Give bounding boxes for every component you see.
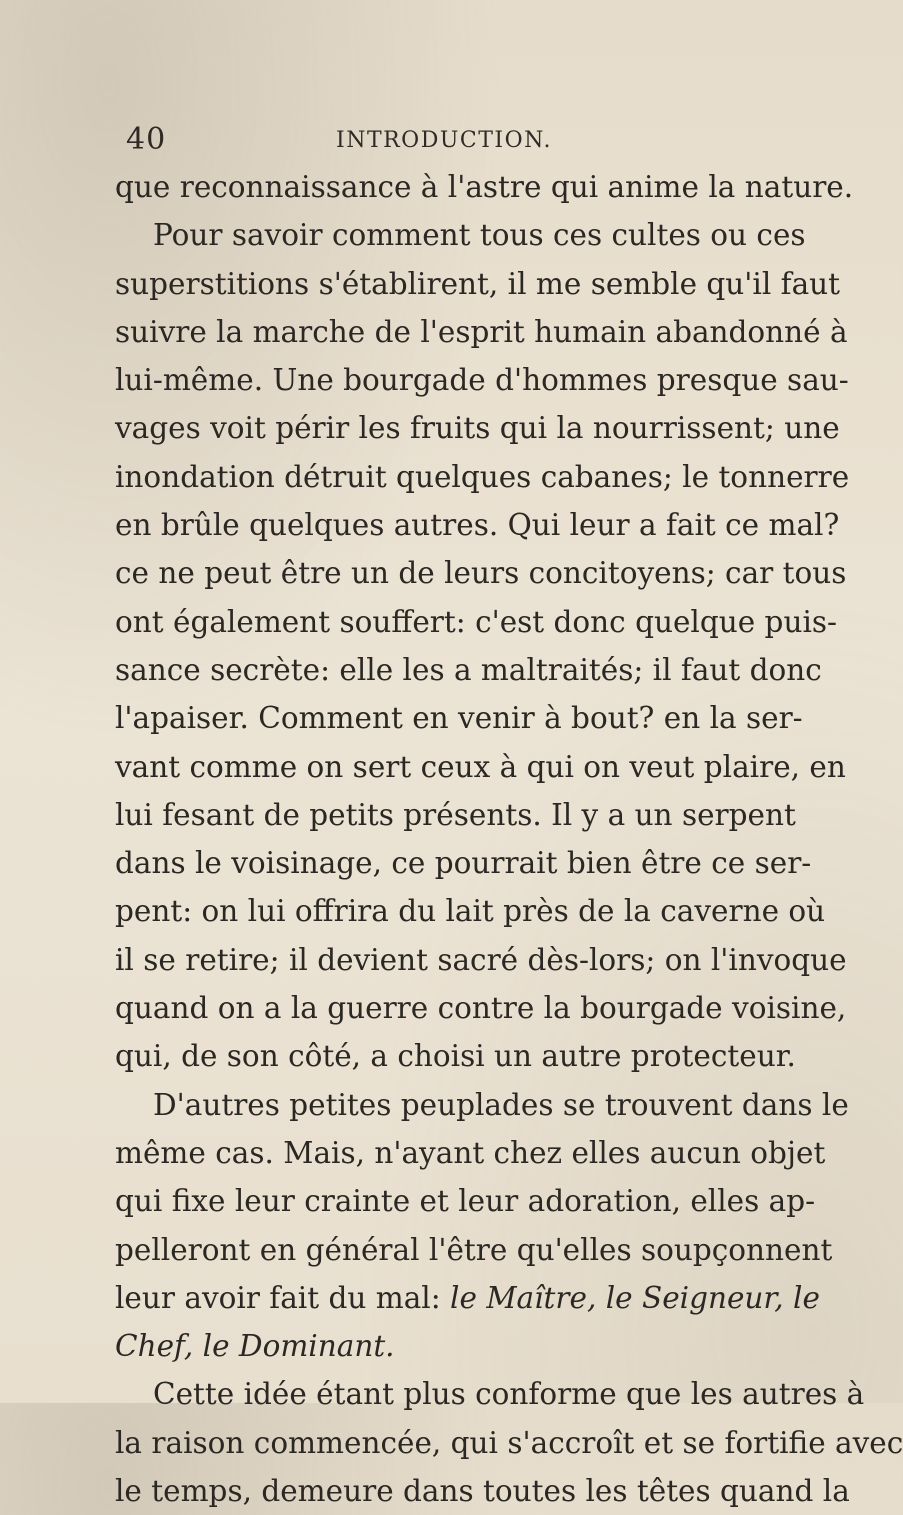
text-line: qui, de son côté, a choisi un autre protecteur.: [115, 1039, 796, 1074]
text-line: lui-même. Une bourgade d'hommes presque sau-: [115, 363, 849, 398]
text-line: vant comme on sert ceux à qui on veut plaire, en: [115, 749, 846, 784]
text-line: vages voit périr les fruits qui la nourrissent; une: [115, 411, 840, 446]
italic-text: le Maître, le Seigneur, le: [450, 1280, 820, 1315]
text-line: D'autres petites peuplades se trouvent dans le: [153, 1087, 849, 1122]
page-header: [126, 122, 686, 162]
text-line: [115, 1322, 715, 1370]
text-line: superstitions s'établirent, il me semble qu'il faut: [115, 266, 841, 301]
text-line: Cette idée étant plus conforme que les autres à: [153, 1377, 865, 1412]
text-line: ce ne peut être un de leurs concitoyens; car tous: [115, 556, 847, 591]
text-line: sance secrète: elle les a maltraités; il faut donc: [115, 652, 822, 687]
text-line: dans le voisinage, ce pourrait bien être ce ser-: [115, 846, 812, 881]
text-line: Pour savoir comment tous ces cultes ou ces: [153, 218, 806, 253]
body-text: [115, 163, 903, 1515]
text-line: lui fesant de petits présents. Il y a un serpent: [115, 797, 796, 832]
text-line: en brûle quelques autres. Qui leur a fait ce mal?: [115, 508, 840, 543]
text-line: inondation détruit quelques cabanes; le tonnerre: [115, 459, 850, 494]
text-line: la raison commencée, qui s'accroît et se fortifie avec: [115, 1425, 903, 1460]
text-line: pent: on lui offrira du lait près de la caverne où: [115, 894, 826, 929]
text-line: il se retire; il devient sacré dès-lors; on l'invoque: [115, 942, 847, 977]
text-line: [115, 1274, 820, 1322]
text-line: même cas. Mais, n'ayant chez elles aucun objet: [115, 1135, 826, 1170]
text-line: ont également souffert: c'est donc quelque puis-: [115, 604, 837, 639]
text-fragment: leur avoir fait du mal:: [115, 1280, 451, 1315]
text-line: suivre la marche de l'esprit humain abandonné à: [115, 314, 848, 349]
text-line: que reconnaissance à l'astre qui anime la nature.: [115, 170, 854, 204]
text-line: qui fixe leur crainte et leur adoration, elles ap-: [115, 1184, 816, 1219]
page-number: 40: [126, 122, 167, 157]
text-line: le temps, demeure dans toutes les têtes quand la: [115, 1474, 850, 1509]
italic-text: Chef, le Dominant.: [115, 1329, 395, 1364]
text-line: quand on a la guerre contre la bourgade voisine,: [115, 991, 847, 1026]
text-line: l'apaiser. Comment en venir à bout? en la ser-: [115, 701, 803, 736]
text-line: pelleront en général l'être qu'elles soupçonnent: [115, 1232, 833, 1267]
running-title: INTRODUCTION.: [336, 128, 552, 153]
